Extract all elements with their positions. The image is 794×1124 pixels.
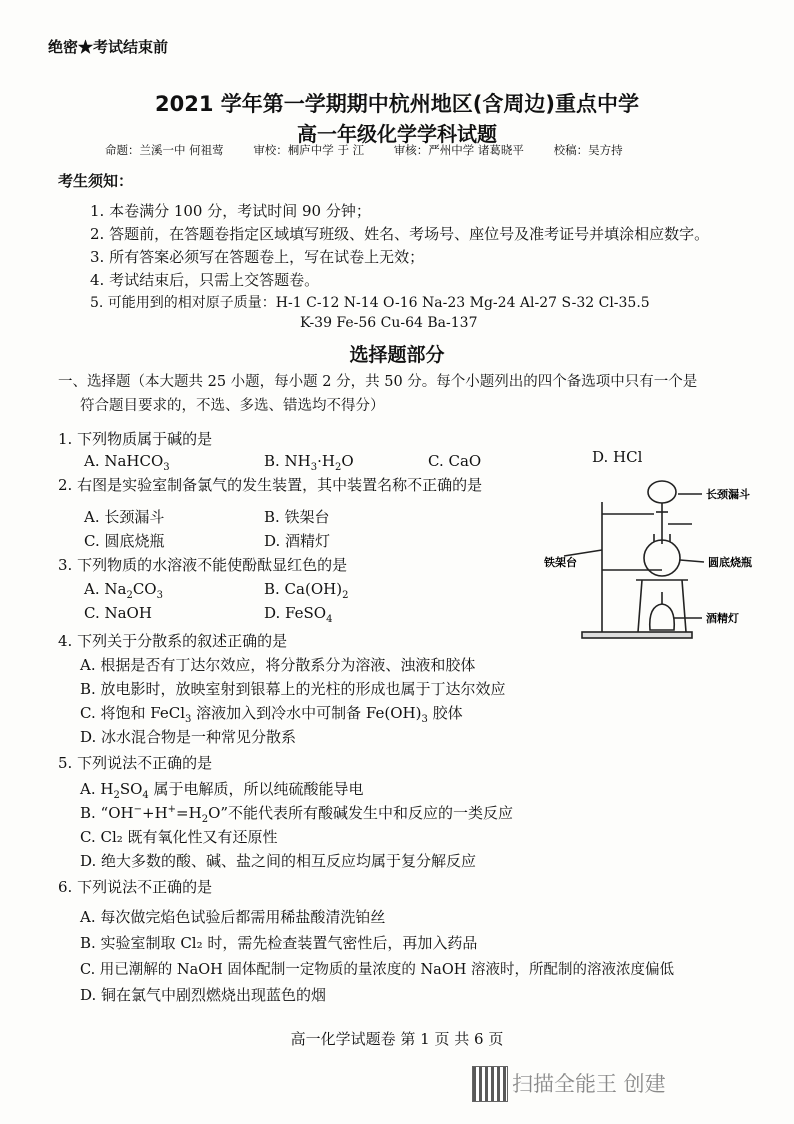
- exam-credits: [105, 142, 649, 158]
- chlorine-apparatus-figure: [544, 474, 776, 650]
- question-1-option-a: A. NaHCO$_3$: [84, 452, 170, 473]
- label-flask: 圆底烧瓶: [708, 556, 752, 569]
- notice-item: 3. 所有答案必须写在答题卷上，写在试卷上无效；: [90, 248, 425, 266]
- question-2-option-c: C. 圆底烧瓶: [84, 532, 165, 550]
- question-6-option-d: D. 铜在氯气中剧烈燃烧出现蓝色的烟: [80, 986, 327, 1004]
- question-1-option-d: D. HCl: [592, 448, 643, 466]
- question-3-option-d: D. FeSO$_4$: [264, 604, 333, 625]
- question-5-option-c: C. Cl₂ 既有氧化性又有还原性: [80, 828, 278, 846]
- question-2-option-b: B. 铁架台: [264, 508, 330, 526]
- question-2-option-d: D. 酒精灯: [264, 532, 331, 550]
- part-instruction: 一、选择题（本大题共 25 小题，每小题 2 分，共 50 分。每个小题列出的四个备选项中只有一个是: [58, 374, 698, 390]
- question-3: 3. 下列物质的水溶液不能使酚酞显红色的是: [58, 556, 348, 574]
- label-stand: 铁架台: [544, 556, 577, 569]
- section-title: 选择题部分: [349, 344, 445, 366]
- question-4-option-b: B. 放电影时，放映室射到银幕上的光柱的形成也属于丁达尔效应: [80, 680, 506, 698]
- notice-item: 5. 可能用到的相对原子质量：H-1 C-12 N-14 O-16 Na-23 Mg-24 Al-27 S-32 Cl-35.5: [90, 295, 650, 311]
- label-funnel: 长颈漏斗: [706, 488, 750, 501]
- question-1-option-b: B. $NH_3\cdot H_2O$: [264, 452, 354, 473]
- notice-item: 2. 答题前，在答题卷指定区域填写班级、姓名、考场号、座位号及准考证号并填涂相应数字。: [90, 225, 710, 243]
- exam-title: 2021 学年第一学期期中杭州地区(含周边)重点中学: [155, 92, 639, 116]
- question-6-option-a: A. 每次做完焰色试验后都需用稀盐酸清洗铂丝: [80, 908, 386, 926]
- question-6-option-c: C. 用已潮解的 NaOH 固体配制一定物质的量浓度的 NaOH 溶液时，所配制的溶液浓度偏低: [80, 962, 674, 978]
- exam-subtitle: 高一年级化学学科试题: [297, 122, 497, 146]
- question-2: 2. 右图是实验室制备氯气的发生装置，其中装置名称不正确的是: [58, 476, 483, 494]
- credit-item: 校稿：吴方持: [553, 143, 623, 157]
- notice-item: 1. 本卷满分 100 分，考试时间 90 分钟；: [90, 202, 371, 220]
- question-1: 1. 下列物质属于碱的是: [58, 430, 213, 448]
- question-4-option-c: C. 将饱和 FeCl$_3$ 溶液加入到冷水中可制备 $Fe(OH)_3$ 胶体: [80, 704, 463, 725]
- question-5: 5. 下列说法不正确的是: [58, 754, 213, 772]
- stand-base: [582, 632, 692, 638]
- label-lamp: 酒精灯: [706, 612, 739, 625]
- notice-item: 4. 考试结束后，只需上交答题卷。: [90, 271, 320, 289]
- question-5-option-a: A. $H_2SO_4$ 属于电解质，所以纯硫酸能导电: [80, 780, 364, 801]
- credit-item: 命题：兰溪一中 何祖莺: [105, 143, 224, 157]
- page-footer: 高一化学试题卷 第 1 页 共 6 页: [290, 1030, 504, 1048]
- question-4: 4. 下列关于分散系的叙述正确的是: [58, 632, 288, 650]
- question-1-option-c: C. CaO: [428, 452, 482, 470]
- credit-item: 审校：桐庐中学 于 江: [253, 143, 365, 157]
- notice-heading: 考生须知：: [58, 172, 134, 190]
- notice-item: K-39 Fe-56 Cu-64 Ba-137: [300, 315, 478, 331]
- question-6: 6. 下列说法不正确的是: [58, 878, 213, 896]
- question-5-option-d: D. 绝大多数的酸、碱、盐之间的相互反应均属于复分解反应: [80, 852, 477, 870]
- lamp-body: [650, 604, 675, 630]
- question-6-option-b: B. 实验室制取 Cl₂ 时，需先检查装置气密性后，再加入药品: [80, 934, 478, 952]
- confidential-mark: 绝密★考试结束前: [48, 38, 169, 56]
- qr-code-icon: [472, 1066, 508, 1102]
- question-2-option-a: A. 长颈漏斗: [84, 508, 165, 526]
- scanner-watermark: 扫描全能王 创建: [512, 1072, 666, 1096]
- credit-item: 审核：严州中学 诸葛晓平: [393, 143, 524, 157]
- question-3-option-b: B. $Ca(OH)_2$: [264, 580, 349, 601]
- question-4-option-d: D. 冰水混合物是一种常见分散系: [80, 728, 297, 746]
- question-3-option-c: C. NaOH: [84, 604, 152, 622]
- question-4-option-a: A. 根据是否有丁达尔效应，将分散系分为溶液、浊液和胶体: [80, 656, 476, 674]
- question-5-option-b: B. “$OH^-+H^+=H_2O$”不能代表所有酸碱发生中和反应的一类反应: [80, 804, 514, 825]
- part-instruction: 符合题目要求的，不选、多选、错选均不得分）: [80, 398, 385, 414]
- question-3-option-a: A. $Na_2CO_3$: [84, 580, 163, 601]
- funnel-bulb: [648, 481, 676, 503]
